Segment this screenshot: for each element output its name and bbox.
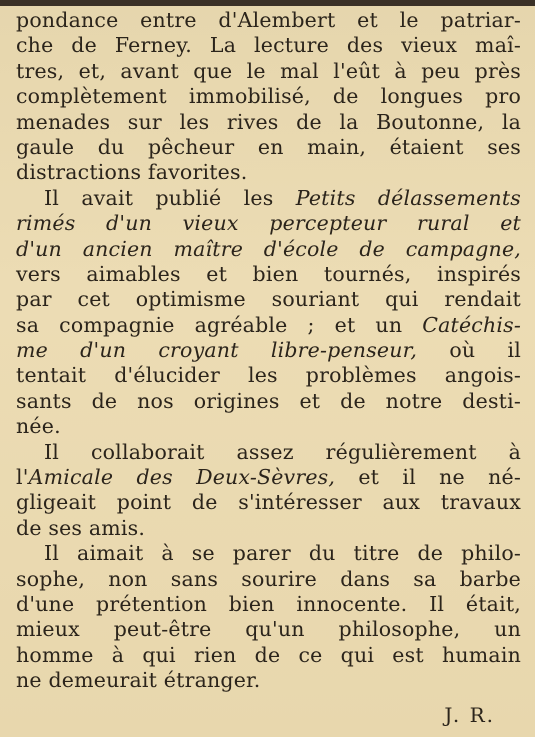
text-line: de ses amis. xyxy=(16,515,146,540)
text-line: tentait d'élucider les problèmes angois- xyxy=(16,363,521,388)
text-line: par cet optimisme souriant qui rendait xyxy=(16,287,521,312)
text-line: gaule du pêcheur en main, étaient ses xyxy=(16,134,521,159)
text-line: ne demeurait étranger. xyxy=(16,668,261,693)
text-line: d'un ancien maître d'école de campagne, xyxy=(16,236,521,261)
text-line: me d'un croyant libre-penseur, où il xyxy=(16,338,522,363)
text-line: pondance entre d'Alembert et le patriar- xyxy=(16,8,521,32)
text-column xyxy=(16,8,521,694)
text-line: née. xyxy=(16,414,61,439)
text-line: Il collaborait assez régulièrement à xyxy=(44,439,521,464)
text-line: l'Amicale des Deux-Sèvres, et il ne né- xyxy=(16,465,521,490)
text-line: che de Ferney. La lecture des vieux maî- xyxy=(16,33,521,58)
text-line: d'une prétention bien innocente. Il était, xyxy=(16,591,521,616)
signature: J. R. xyxy=(444,703,495,727)
text-line: sophe, non sans sourire dans sa barbe xyxy=(16,566,521,591)
text-line: gligeait point de s'intéresser aux travaux xyxy=(16,490,521,515)
text-line: Il avait publié les Petits délassements xyxy=(44,185,521,210)
text-line: sants de nos origines et de notre desti- xyxy=(16,388,521,413)
text-line: Il aimait à se parer du titre de philo- xyxy=(44,541,521,566)
text-line: menades sur les rives de la Boutonne, la xyxy=(16,109,521,134)
text-line: mieux peut-être qu'un philosophe, un xyxy=(16,617,521,642)
text-line: sa compagnie agréable ; et un Catéchis- xyxy=(16,312,521,337)
text-line: rimés d'un vieux percepteur rural et xyxy=(16,211,521,236)
top-rule xyxy=(0,0,535,6)
text-line: homme à qui rien de ce qui est humain xyxy=(16,642,521,667)
text-line: vers aimables et bien tournés, inspirés xyxy=(16,261,521,286)
text-line: distractions favorites. xyxy=(16,160,248,185)
text-line: complètement immobilisé, de longues pro xyxy=(16,84,521,109)
text-line: tres, et, avant que le mal l'eût à peu près xyxy=(16,58,521,83)
